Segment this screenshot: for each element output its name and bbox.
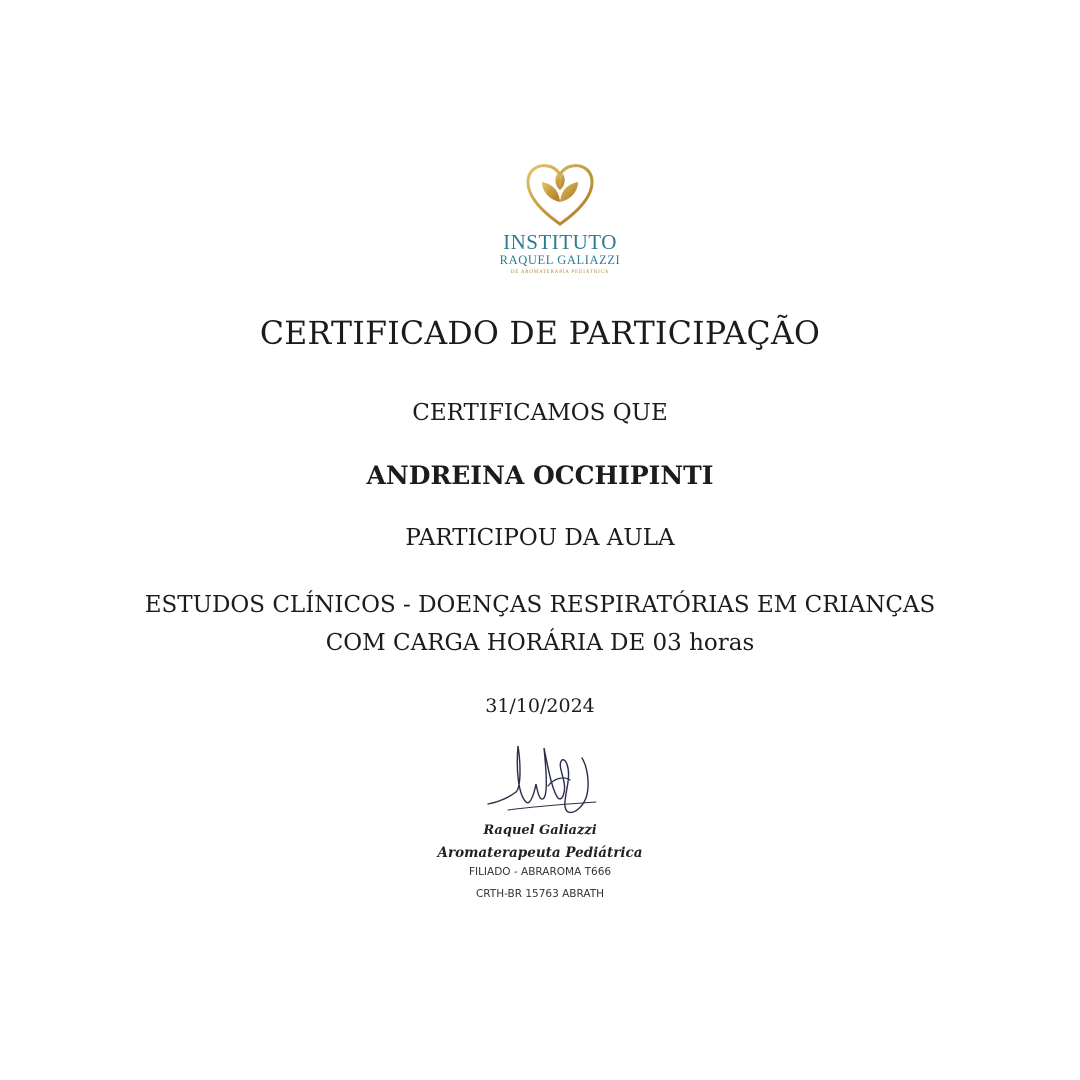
- participation-text: PARTICIPOU DA AULA: [405, 525, 675, 551]
- logo-tagline: DE AROMATERAPIA PEDIÁTRICA: [510, 270, 610, 275]
- course-hours: COM CARGA HORÁRIA DE 03 horas: [325, 630, 755, 656]
- signatory-registration: CRTH-BR 15763 ABRATH: [475, 888, 605, 900]
- participant-name: ANDREINA OCCHIPINTI: [366, 461, 714, 490]
- certify-intro: CERTIFICAMOS QUE: [412, 400, 668, 426]
- course-title: ESTUDOS CLÍNICOS - DOENÇAS RESPIRATÓRIAS EM CRIANÇAS: [144, 592, 936, 618]
- signatory-name: Raquel Galiazzi: [483, 823, 597, 838]
- signatory-affiliation: FILIADO - ABRAROMA T666: [468, 866, 612, 878]
- heart-leaf-icon: [470, 160, 650, 228]
- signatory-role: Aromaterapeuta Pediátrica: [437, 845, 643, 861]
- certificate-title: CERTIFICADO DE PARTICIPAÇÃO: [259, 316, 821, 352]
- institute-logo: [470, 160, 650, 285]
- logo-subtitle: RAQUEL GALIAZZI: [499, 253, 621, 267]
- certificate-date: 31/10/2024: [485, 695, 595, 717]
- logo-title: INSTITUTO: [503, 230, 617, 254]
